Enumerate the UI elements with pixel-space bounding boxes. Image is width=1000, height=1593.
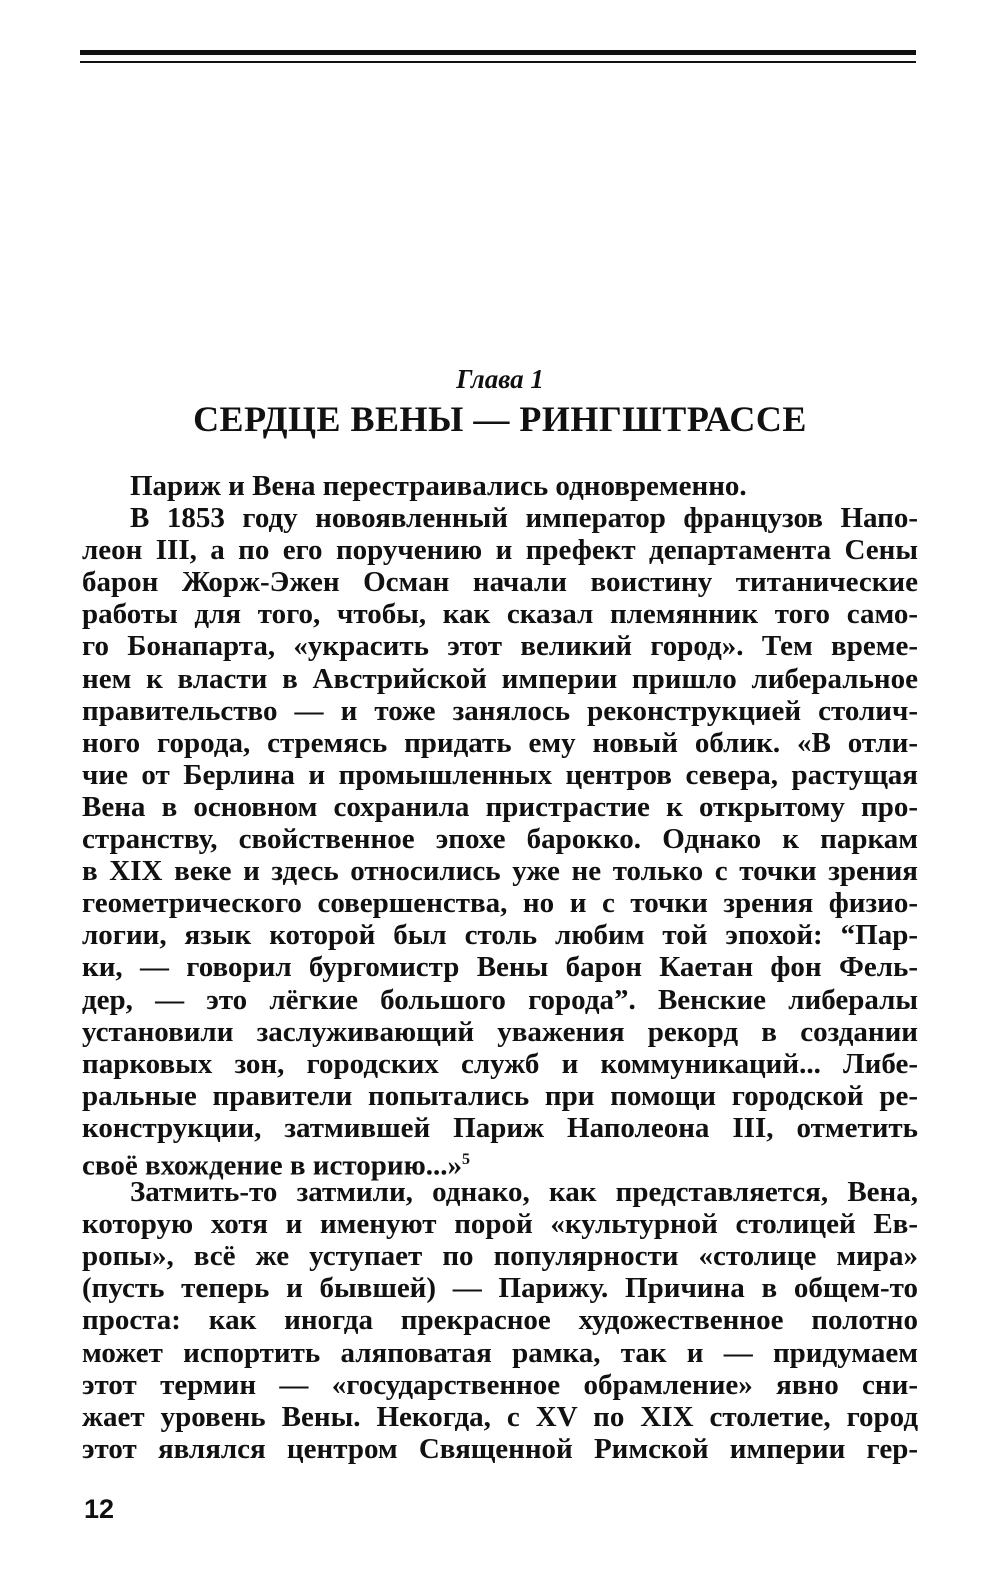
text-line: (пусть теперь и бывшей) — Парижу. Причина в общем-то bbox=[82, 1272, 918, 1305]
text-line: барон Жорж-Эжен Осман начали воистину титанические bbox=[82, 566, 918, 599]
footnote-ref: 5 bbox=[462, 1150, 471, 1168]
text-line: в XIX веке и здесь относились уже не только с точки зрения bbox=[82, 855, 918, 888]
text-line: геометрического совершенства, но и с точки зрения физио- bbox=[82, 887, 918, 920]
text-line: ральные правители попытались при помощи городской ре- bbox=[82, 1079, 918, 1112]
chapter-title: СЕРДЦЕ ВЕНЫ — РИНГШТРАССЕ bbox=[193, 399, 807, 439]
text-line: конструкции, затмившей Париж Наполеона III, отметить bbox=[82, 1111, 918, 1144]
text-line: го Бонапарта, «украсить этот великий город». Тем време- bbox=[82, 630, 918, 663]
text-line: леон III, а по его поручению и префект департамента Сены bbox=[82, 534, 918, 567]
text-line: которую хотя и именуют порой «культурной столицей Ев- bbox=[82, 1208, 918, 1241]
text-line: правительство — и тоже занялось реконструкцией столич- bbox=[82, 694, 918, 727]
text-line: чие от Берлина и промышленных центров севера, растущая bbox=[82, 758, 918, 791]
text-line-content: своё вхождение в историю...» bbox=[82, 1149, 463, 1182]
text-line: ропы», всё же уступает по популярности «столице мира» bbox=[82, 1240, 918, 1273]
text-line: нем к власти в Австрийской империи пришло либеральное bbox=[82, 662, 918, 695]
body-text bbox=[82, 470, 918, 1465]
text-line: этот термин — «государственное обрамление» явно сни- bbox=[82, 1368, 918, 1401]
text-line: парковых зон, городских служб и коммуникаций... Либе- bbox=[82, 1047, 918, 1080]
header-rule-thin bbox=[80, 61, 916, 63]
chapter-label: Глава 1 bbox=[456, 364, 544, 394]
text-line: странству, свойственное эпохе барокко. Однако к паркам bbox=[82, 823, 918, 856]
text-line: ки, — говорил бургомистр Вены барон Каетан фон Фель- bbox=[82, 951, 918, 984]
page-number: 12 bbox=[84, 1494, 115, 1524]
text-line: Затмить-то затмили, однако, как представляется, Вена, bbox=[130, 1176, 918, 1209]
text-line: логии, язык которой был столь любим той эпохой: “Пар- bbox=[82, 919, 918, 952]
text-line: ного города, стремясь придать ему новый облик. «В отли- bbox=[82, 726, 918, 759]
text-line: проста: как иногда прекрасное художественное полотно bbox=[82, 1304, 918, 1337]
text-line: дер, — это лёгкие большого города”. Венские либералы bbox=[82, 983, 918, 1016]
text-line: Париж и Вена перестраивались одновременно. bbox=[130, 470, 747, 502]
header-rule-thick bbox=[80, 50, 916, 55]
text-line: В 1853 году новоявленный император французов Напо- bbox=[130, 502, 918, 535]
text-line: может испортить аляповатая рамка, так и — придумаем bbox=[82, 1336, 918, 1369]
text-line-last bbox=[82, 1144, 918, 1182]
text-line: жает уровень Вены. Некогда, с XV по XIX столетие, город bbox=[82, 1400, 918, 1433]
text-line: установили заслуживающий уважения рекорд в создании bbox=[82, 1015, 918, 1048]
text-line: работы для того, чтобы, как сказал племянник того само- bbox=[82, 598, 918, 631]
text-line: Вена в основном сохранила пристрастие к открытому про- bbox=[82, 790, 918, 823]
text-line: этот являлся центром Священной Римской империи гер- bbox=[82, 1432, 918, 1465]
